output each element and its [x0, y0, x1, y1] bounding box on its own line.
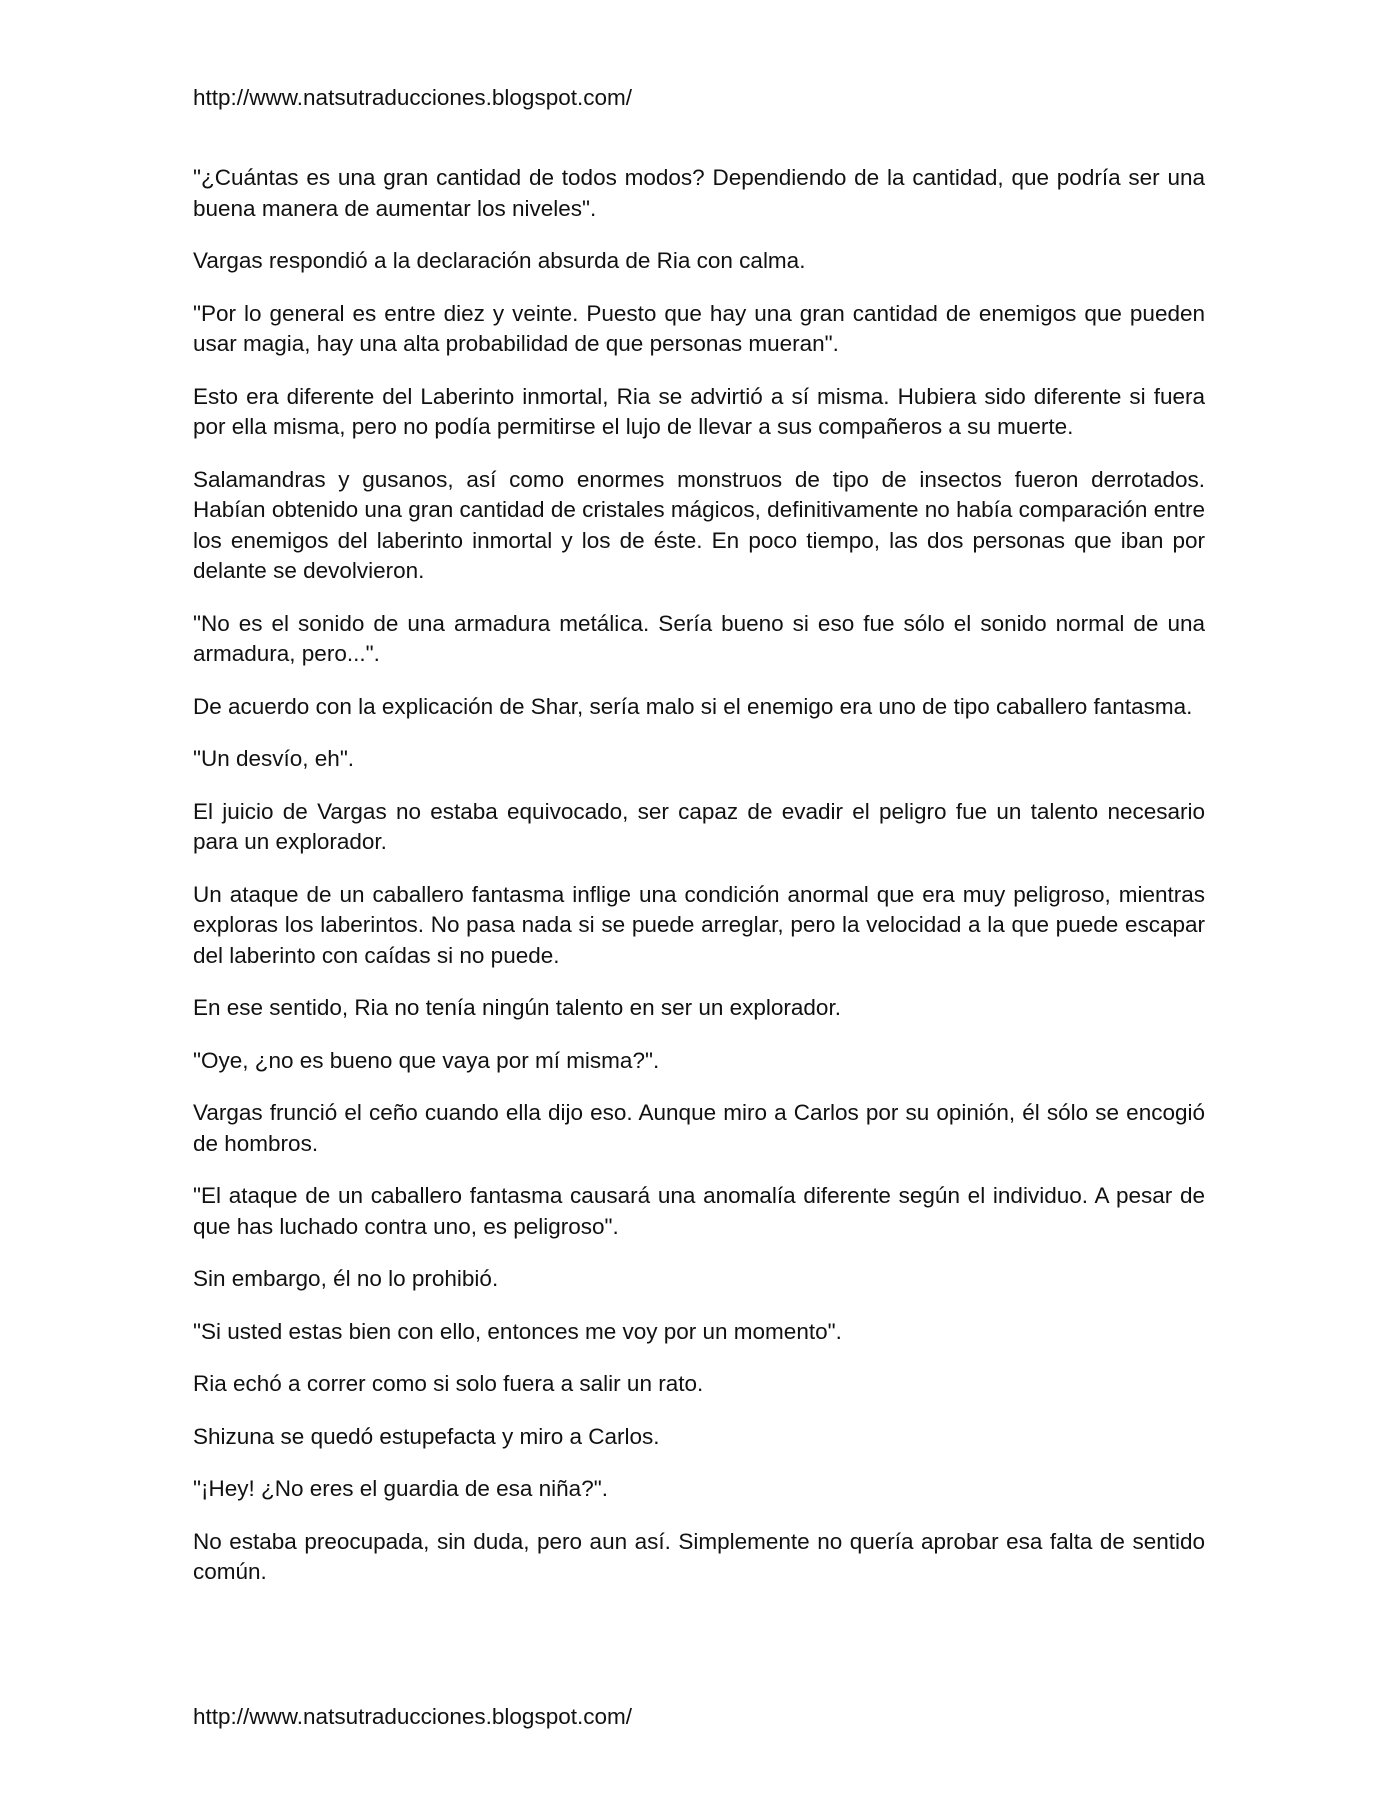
document-page: [193, 0, 1205, 1812]
paragraph: No estaba preocupada, sin duda, pero aun así. Simplemente no quería aprobar esa falta de sentido común.: [193, 1528, 1205, 1584]
paragraph: "Oye, ¿no es bueno que vaya por mí misma?".: [193, 1047, 660, 1073]
paragraph: Vargas respondió a la declaración absurda de Ria con calma.: [193, 248, 806, 273]
paragraph: De acuerdo con la explicación de Shar, sería malo si el enemigo era uno de tipo caballero fantasma.: [193, 693, 1193, 719]
paragraph: Salamandras y gusanos, así como enormes monstruos de tipo de insectos fueron derrotados. Habían obtenido una gran cantidad de cristales mágicos, definitivamente no había comparación entre los enemigos del laberinto inmortal y los de éste. En poco tiempo, las dos personas que iban por delante se devolvieron.: [193, 466, 1205, 583]
paragraph: Vargas frunció el ceño cuando ella dijo eso. Aunque miro a Carlos por su opinión, él sólo se encogió de hombros.: [193, 1100, 1205, 1156]
paragraph: Esto era diferente del Laberinto inmortal, Ria se advirtió a sí misma. Hubiera sido diferente si fuera por ella misma, pero no podía permitirse el lujo de llevar a sus compañeros a su muerte.: [193, 383, 1205, 439]
paragraph: Un ataque de un caballero fantasma inflige una condición anormal que era muy peligroso, mientras exploras los laberintos. No pasa nada si se puede arreglar, pero la velocidad a la que puede escapar del laberinto con caídas si no puede.: [193, 881, 1205, 968]
paragraph: "¡Hey! ¿No eres el guardia de esa niña?".: [193, 1476, 608, 1501]
paragraph: En ese sentido, Ria no tenía ningún talento en ser un explorador.: [193, 995, 841, 1020]
paragraph: "Si usted estas bien con ello, entonces me voy por un momento".: [193, 1318, 842, 1344]
paragraph: "No es el sonido de una armadura metálica. Sería bueno si eso fue sólo el sonido normal de una armadura, pero...".: [193, 610, 1205, 666]
header-url: http://www.natsutraducciones.blogspot.com/: [193, 85, 632, 110]
paragraph: Ria echó a correr como si solo fuera a salir un rato.: [193, 1371, 704, 1396]
paragraph: "El ataque de un caballero fantasma causará una anomalía diferente según el individuo. A pesar de que has luchado contra uno, es peligroso".: [193, 1183, 1205, 1239]
paragraph: "Un desvío, eh".: [193, 746, 355, 771]
paragraph: Sin embargo, él no lo prohibió.: [193, 1266, 499, 1291]
document-body: [193, 163, 1205, 1610]
paragraph: Shizuna se quedó estupefacta y miro a Carlos.: [193, 1423, 660, 1449]
paragraph: "Por lo general es entre diez y veinte. Puesto que hay una gran cantidad de enemigos que pueden usar magia, hay una alta probabilidad de que personas mueran".: [193, 300, 1205, 356]
footer-url: http://www.natsutraducciones.blogspot.com/: [193, 1704, 632, 1729]
paragraph: El juicio de Vargas no estaba equivocado, ser capaz de evadir el peligro fue un talento necesario para un explorador.: [193, 798, 1205, 854]
paragraph: "¿Cuántas es una gran cantidad de todos modos? Dependiendo de la cantidad, que podría ser una buena manera de aumentar los niveles".: [193, 165, 1205, 221]
